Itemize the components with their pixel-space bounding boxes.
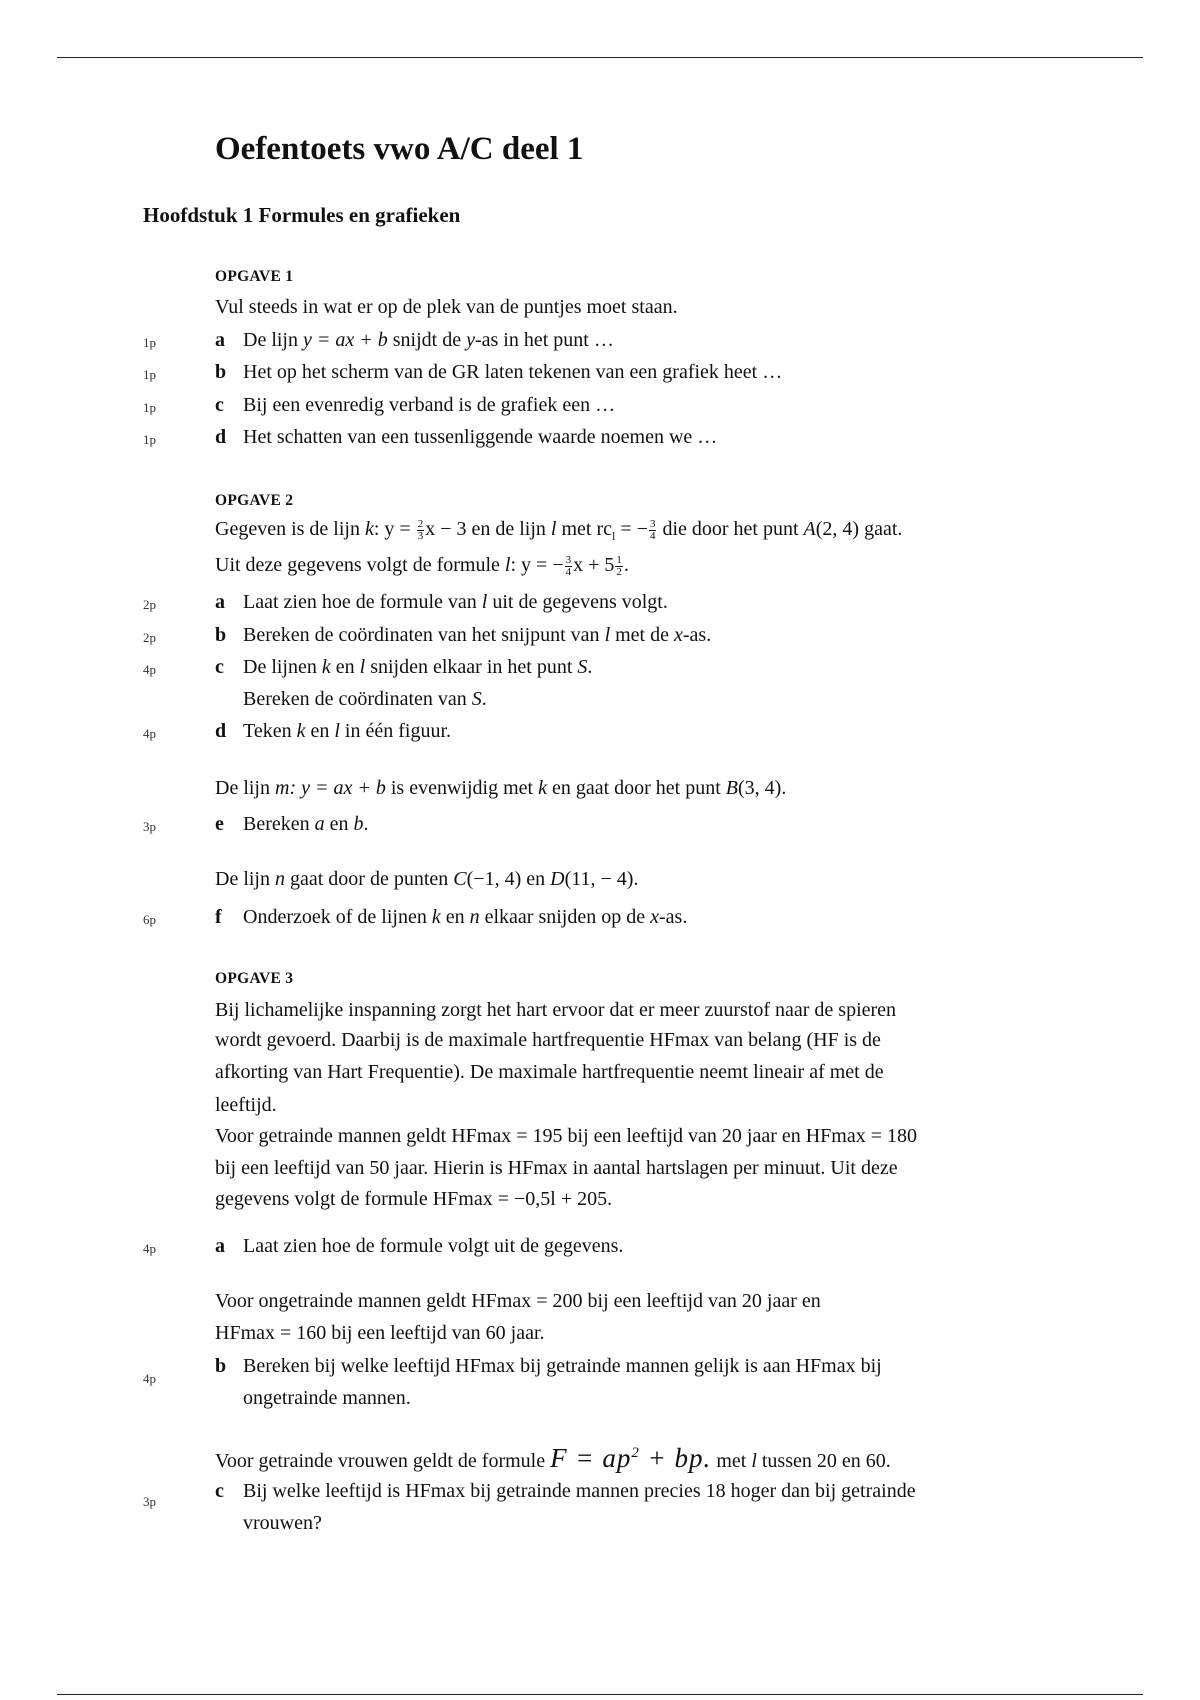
question-3b-continued: ongetrainde mannen.	[243, 1387, 411, 1409]
points-label: 4p	[143, 662, 156, 677]
opgave-3-heading: OPGAVE 3	[215, 970, 294, 987]
question-1d: d Het schatten van een tussenliggende waarde noemen we …	[215, 426, 718, 448]
chapter-heading: Hoofdstuk 1 Formules en grafieken	[143, 203, 461, 227]
points-label: 2p	[143, 630, 156, 645]
opgave-3-intro-line: afkorting van Hart Frequentie). De maximale hartfrequentie neemt lineair af met de	[215, 1061, 884, 1083]
opgave-2-given: Gegeven is de lijn k: y = $\frac{2}{3}$ x − 3 en de lijn l met $rc_l$ = − $\frac{3}{4}$ die door het punt A(2, 4) gaat.	[215, 517, 903, 543]
opgave-3-untrained-line: HFmax = 160 bij een leeftijd van 60 jaar.	[215, 1322, 545, 1344]
question-3c: c Bij welke leeftijd is HFmax bij getrainde mannen precies 18 hoger dan bij getrainde	[215, 1480, 916, 1502]
opgave-1-heading: OPGAVE 1	[215, 268, 294, 285]
fraction: $\frac{1}{2}$	[616, 553, 622, 578]
question-letter: a	[215, 591, 225, 613]
opgave-3-intro-line: Voor getrainde mannen geldt HFmax = 195 bij een leeftijd van 20 jaar en HFmax = 180	[215, 1125, 918, 1147]
line-n-paragraph: De lijn n gaat door de punten C(−1, 4) en D(11, − 4).	[215, 868, 639, 890]
fraction: $\frac{3}{4}$	[649, 517, 656, 542]
question-letter: d	[215, 426, 227, 448]
question-2b: b Bereken de coördinaten van het snijpunt van l met de x-as.	[215, 624, 712, 646]
points-label: 3p	[143, 819, 156, 834]
question-letter: e	[215, 813, 224, 835]
question-2d: d Teken k en l in één figuur.	[215, 720, 452, 742]
points-label: 4p	[143, 726, 156, 741]
opgave-3-formula-line: gegevens volgt de formule HFmax = −0,5l + 205.	[215, 1188, 613, 1210]
opgave-3-untrained-line: Voor ongetrainde mannen geldt HFmax = 200 bij een leeftijd van 20 jaar en	[215, 1290, 821, 1312]
opgave-2-heading: OPGAVE 2	[215, 492, 294, 509]
question-2e: e Bereken a en b.	[215, 813, 369, 835]
opgave-3-intro-line: leeftijd.	[215, 1094, 277, 1116]
points-label: 3p	[143, 1494, 156, 1509]
question-2f: f Onderzoek of de lijnen k en n elkaar snijden op de x-as.	[215, 906, 688, 928]
points-label: 6p	[143, 912, 156, 927]
question-3b: b Bereken bij welke leeftijd HFmax bij getrainde mannen gelijk is aan HFmax bij	[215, 1355, 882, 1377]
fraction: $\frac{3}{4}$	[565, 553, 572, 578]
opgave-3-intro-line: wordt gevoerd. Daarbij is de maximale hartfrequentie HFmax van belang (HF is de	[215, 1029, 881, 1051]
question-letter: f	[215, 906, 222, 928]
question-2c: c De lijnen k en l snijden elkaar in het punt S.	[215, 656, 593, 678]
fraction: $\frac{2}{3}$	[417, 517, 424, 542]
opgave-3-intro-line: Bij lichamelijke inspanning zorgt het hart ervoor dat er meer zuurstof naar de spieren	[215, 999, 897, 1021]
formula: y = ax + b	[303, 329, 388, 351]
question-letter: a	[215, 1235, 225, 1257]
question-letter: b	[215, 624, 227, 646]
points-label: 1p	[143, 400, 156, 415]
question-letter: b	[215, 361, 227, 383]
top-rule	[57, 57, 1143, 58]
line-m-paragraph: De lijn m: y = ax + b is evenwijdig met k en gaat door het punt B(3, 4).	[215, 777, 787, 799]
formula: $F = ap^2$ + bp.	[550, 1443, 712, 1473]
points-label: 2p	[143, 597, 156, 612]
opgave-1-intro: Vul steeds in wat er op de plek van de puntjes moet staan.	[215, 296, 678, 318]
question-2c-continued: Bereken de coördinaten van S.	[243, 688, 487, 710]
opgave-3-intro-line: bij een leeftijd van 50 jaar. Hierin is HFmax in aantal hartslagen per minuut. Uit deze	[215, 1157, 898, 1179]
question-1b: b Het op het scherm van de GR laten tekenen van een grafiek heet …	[215, 361, 783, 383]
points-label: 4p	[143, 1241, 156, 1256]
opgave-3-women-formula: Voor getrainde vrouwen geldt de formule $F = ap^2$ + bp. met l tussen 20 en 60.	[215, 1443, 891, 1473]
question-letter: c	[215, 394, 224, 416]
question-1c: c Bij een evenredig verband is de grafiek een …	[215, 394, 616, 416]
points-label: 1p	[143, 367, 156, 382]
bottom-rule	[57, 1694, 1143, 1695]
question-letter: d	[215, 720, 227, 742]
question-3a: a Laat zien hoe de formule volgt uit de gegevens.	[215, 1235, 624, 1257]
points-label: 1p	[143, 432, 156, 447]
question-letter: c	[215, 1480, 224, 1502]
document-title: Oefentoets vwo A/C deel 1	[215, 131, 584, 167]
formula: HFmax = −0,5l + 205	[432, 1188, 608, 1210]
question-2a: a Laat zien hoe de formule van l uit de gegevens volgt.	[215, 591, 668, 613]
opgave-2-formula-l: Uit deze gegevens volgt de formule l: y = − $\frac{3}{4}$ x + 5 $\frac{1}{2}$ .	[215, 553, 629, 578]
points-label: 4p	[143, 1371, 156, 1386]
question-1a: a De lijn y = ax + b snijdt de y-as in het punt …	[215, 329, 614, 351]
question-letter: c	[215, 656, 224, 678]
question-letter: a	[215, 329, 225, 351]
question-letter: b	[215, 1355, 227, 1377]
points-label: 1p	[143, 335, 156, 350]
question-3c-continued: vrouwen?	[243, 1512, 322, 1534]
